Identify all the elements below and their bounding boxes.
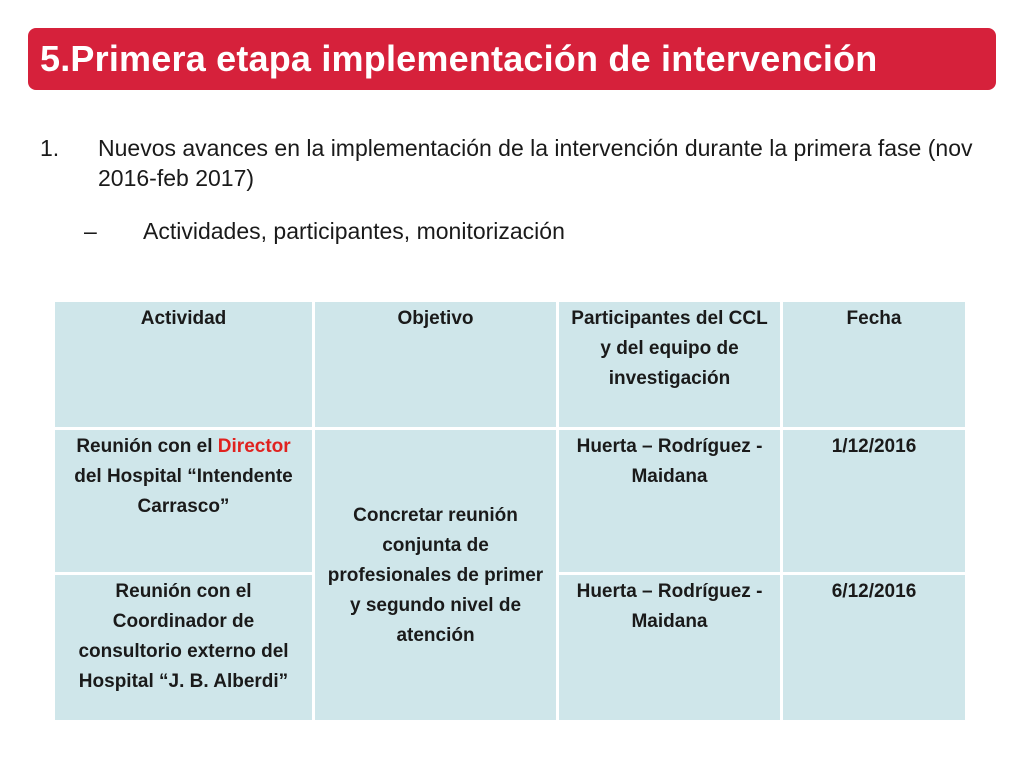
actividad-text-end: del Hospital “Intendente Carrasco” bbox=[74, 466, 293, 517]
actividad-text-start: Reunión con el bbox=[76, 436, 213, 457]
sub-bullet bbox=[84, 216, 565, 246]
cell-fecha: 1/12/2016 bbox=[782, 429, 967, 574]
cell-participantes: Huerta – Rodríguez - Maidana bbox=[558, 574, 782, 722]
header-objetivo: Objetivo bbox=[314, 301, 558, 429]
slide-title-bar bbox=[28, 28, 996, 90]
activities-table bbox=[52, 299, 968, 723]
cell-actividad: Reunión con el Coordinador de consultorio externo del Hospital “J. B. Alberdi” bbox=[54, 574, 314, 722]
actividad-highlight: Director bbox=[217, 436, 291, 457]
bullet-text: Nuevos avances en la implementación de la intervención durante la primera fase (nov 2016-feb 2017) bbox=[98, 135, 973, 191]
cell-actividad bbox=[54, 429, 314, 574]
slide-title: 5.Primera etapa implementación de intervención bbox=[40, 38, 878, 79]
cell-objetivo-shared: Concretar reunión conjunta de profesionales de primer y segundo nivel de atención bbox=[314, 429, 558, 722]
cell-fecha: 6/12/2016 bbox=[782, 574, 967, 722]
table-row bbox=[54, 429, 967, 574]
numbered-bullet bbox=[40, 133, 980, 193]
bullet-number: 1. bbox=[40, 135, 60, 161]
header-actividad: Actividad bbox=[54, 301, 314, 429]
table-header-row bbox=[54, 301, 967, 429]
sub-bullet-dash: – bbox=[84, 218, 97, 244]
cell-participantes: Huerta – Rodríguez - Maidana bbox=[558, 429, 782, 574]
sub-bullet-text: Actividades, participantes, monitorización bbox=[143, 218, 565, 244]
header-fecha: Fecha bbox=[782, 301, 967, 429]
header-participantes: Participantes del CCL y del equipo de investigación bbox=[558, 301, 782, 429]
